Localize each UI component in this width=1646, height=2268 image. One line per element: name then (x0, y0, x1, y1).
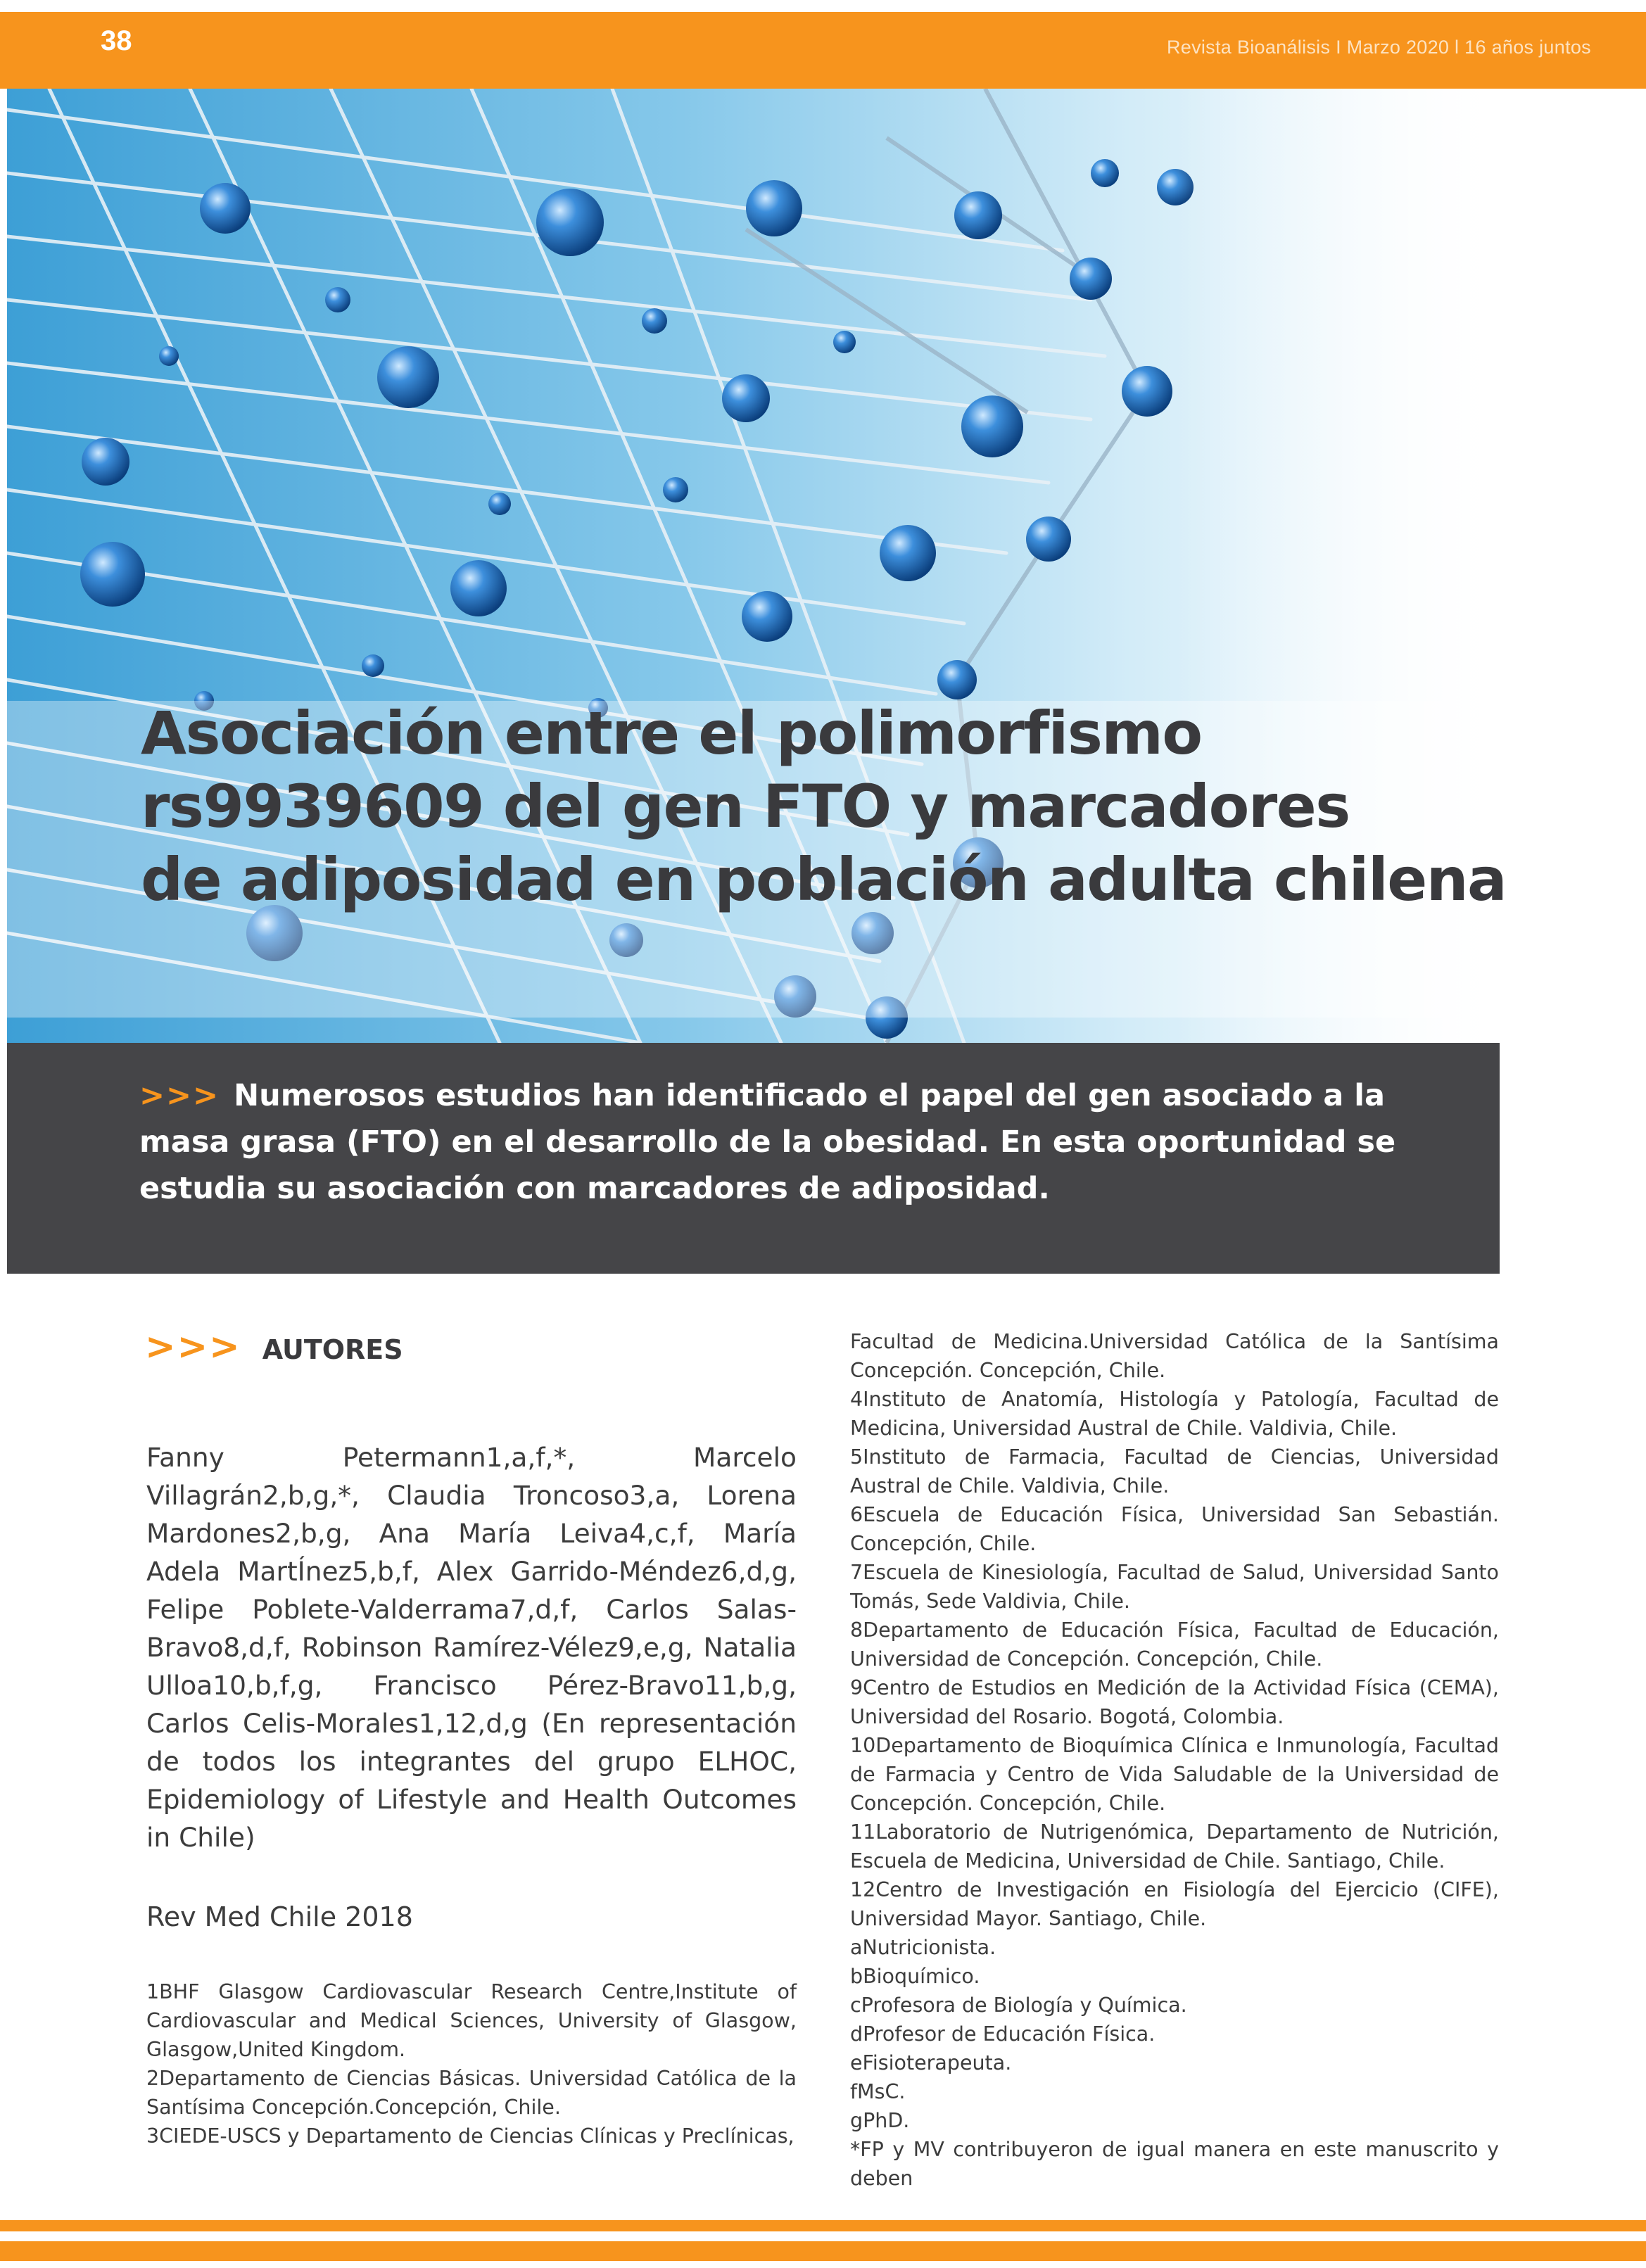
title-line: de adiposidad en población adulta chilena (141, 845, 1507, 914)
title-line: Asociación entre el polimorfismo (141, 699, 1202, 768)
affiliation-item: dProfesor de Educación Física. (850, 2022, 1156, 2046)
lede (139, 1072, 1455, 1212)
affiliation-item: bBioquímico. (850, 1965, 980, 1988)
title-line: rs9939609 del gen FTO y marcadores (141, 772, 1350, 841)
affiliation-item: *FP y MV contribuyeron de igual manera en este manuscrito y deben (850, 2138, 1499, 2190)
affiliation-item: 1BHF Glasgow Cardiovascular Research Centre,Institute of Cardiovascular and Medical Sciences, University of Glasgow, Glasgow,United Kingdom. (146, 1980, 797, 2061)
affiliation-item: 5Instituto de Farmacia, Facultad de Ciencias, Universidad Austral de Chile. Valdivia, Chile. (850, 1445, 1499, 1497)
affiliation-item: aNutricionista. (850, 1936, 996, 1959)
page-number: 38 (101, 25, 132, 56)
authors-list: Fanny Petermann1,a,f,*, Marcelo Villagrán2,b,g,*, Claudia Troncoso3,a, Lorena Mardones2,b,g, Ana María Leiva4,c,f, María Adela MartÍnez5,b,f, Alex Garrido-Méndez6,d,g, Felipe Poblete-Valderrama7,d,f, Carlos Salas-Bravo8,d,f, Robinson Ramírez-Vélez9,e,g, Natalia Ulloa10,b,f,g, Francisco Pérez-Bravo11,b,g, Carlos Celis-Morales1,12,d,g (En representación de todos los integrantes del grupo ELHOC, Epidemiology of Lifestyle and Health Outcomes in Chile) (146, 1442, 797, 1853)
citation: Rev Med Chile 2018 (146, 1901, 413, 1932)
authors-heading (145, 1326, 403, 1368)
affiliation-item: fMsC. (850, 2080, 906, 2103)
affiliation-item: 12Centro de Investigación en Fisiología del Ejercicio (CIFE), Universidad Mayor. Santiago, Chile. (850, 1878, 1499, 1930)
affiliation-item: 10Departamento de Bioquímica Clínica e Inmunología, Facultad de Farmacia y Centro de Vida Saludable de la Universidad de Concepción. Concepción, Chile. (850, 1734, 1499, 1815)
article-title (141, 697, 1507, 916)
affiliations-left (146, 1977, 797, 2150)
affiliation-item: cProfesora de Biología y Química. (850, 1994, 1187, 2017)
lede-text: Numerosos estudios han identificado el papel del gen asociado a la masa grasa (FTO) en el desarrollo de la obesidad. En esta oportunidad se estudia su asociación con marcadores de adiposidad. (139, 1078, 1396, 1206)
affiliation-item: 9Centro de Estudios en Medición de la Actividad Física (CEMA), Universidad del Rosario. Bogotá, Colombia. (850, 1676, 1499, 1728)
affiliation-item: 11Laboratorio de Nutrigenómica, Departamento de Nutrición, Escuela de Medicina, Universidad de Chile. Santiago, Chile. (850, 1820, 1499, 1873)
running-head: Revista Bioanálisis I Marzo 2020 l 16 años juntos (1166, 37, 1591, 58)
affiliation-item: eFisioterapeuta. (850, 2051, 1012, 2074)
affiliation-item: gPhD. (850, 2109, 910, 2132)
footer-bar (0, 2220, 1646, 2231)
affiliations-right (850, 1327, 1499, 2193)
footer-bar (0, 2241, 1646, 2261)
affiliation-item: 4Instituto de Anatomía, Histología y Patología, Facultad de Medicina, Universidad Austral de Chile. Valdivia, Chile. (850, 1388, 1499, 1440)
chevron-marker-icon: >>> (145, 1326, 241, 1368)
chevron-marker-icon: >>> (139, 1078, 220, 1113)
affiliation-item: 7Escuela de Kinesiología, Facultad de Salud, Universidad Santo Tomás, Sede Valdivia, Chile. (850, 1561, 1499, 1613)
affiliation-item: Facultad de Medicina.Universidad Católica de la Santísima Concepción. Concepción, Chile. (850, 1330, 1499, 1382)
affiliation-item: 3CIEDE-USCS y Departamento de Ciencias Clínicas y Preclínicas, (146, 2124, 794, 2148)
affiliation-item: 2Departamento de Ciencias Básicas. Universidad Católica de la Santísima Concepción.Concepción, Chile. (146, 2067, 797, 2119)
authors-heading-label: AUTORES (262, 1334, 403, 1365)
affiliation-item: 8Departamento de Educación Física, Facultad de Educación, Universidad de Concepción. Concepción, Chile. (850, 1618, 1499, 1671)
affiliation-item: 6Escuela de Educación Física, Universidad San Sebastián. Concepción, Chile. (850, 1503, 1499, 1555)
